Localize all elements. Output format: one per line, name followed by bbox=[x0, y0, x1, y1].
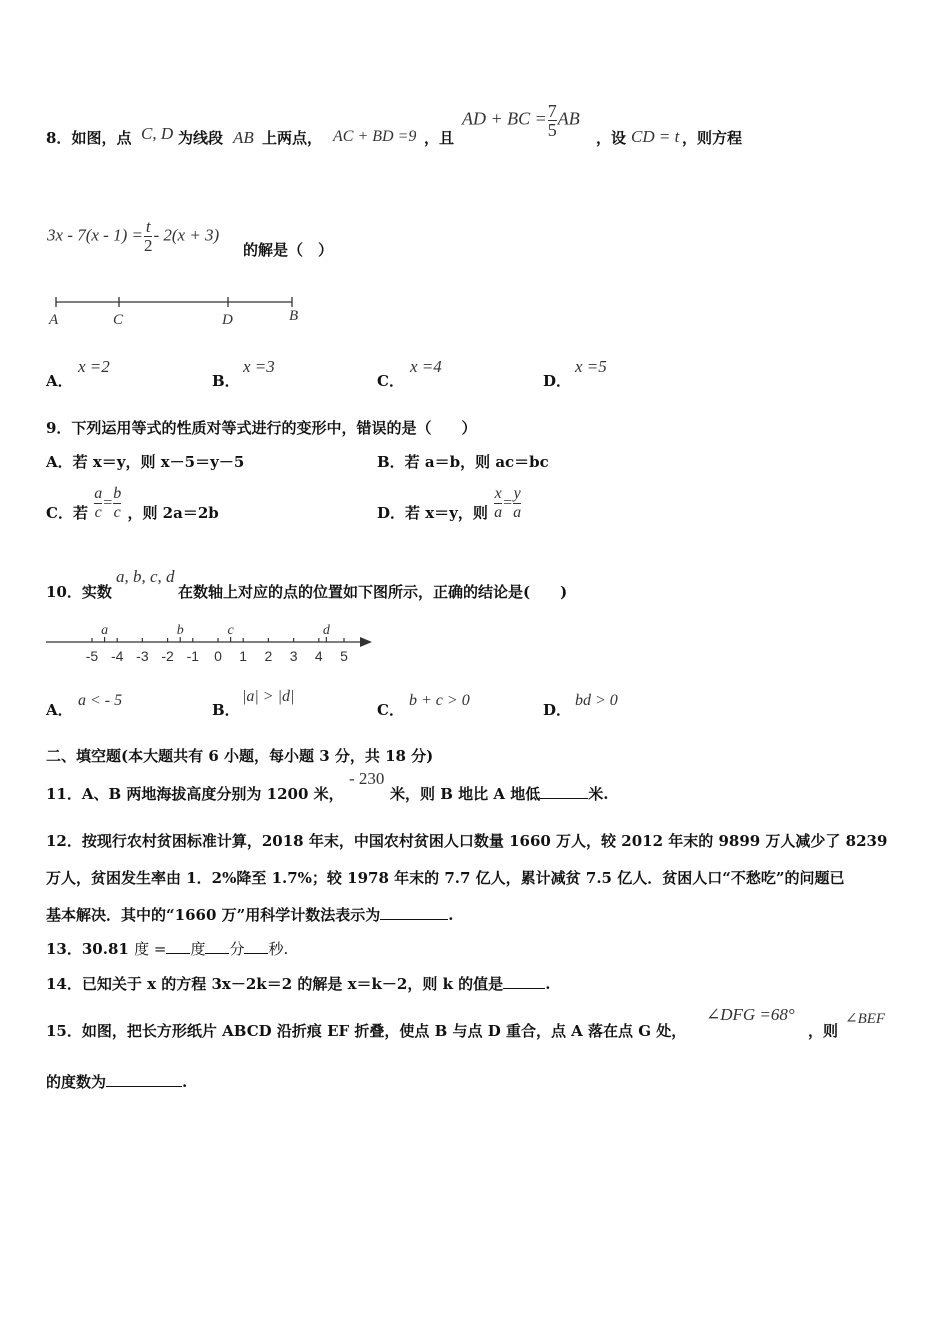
q10-tick-label: 0 bbox=[214, 648, 222, 664]
q8-label-b: B bbox=[289, 308, 299, 324]
q9-c-num2: b bbox=[113, 485, 122, 502]
q10-vars: a, b, c, d bbox=[116, 567, 175, 586]
q12-line3-text: 基本解决．其中的“1660 万”用科学计数法表示为 bbox=[46, 906, 381, 924]
q10-axis-arrow bbox=[360, 637, 372, 647]
q12-line2: 万人，贫困发生率由 1．2%降至 1.7%；较 1978 年末的 7.7 亿人，累计减贫 7.5 亿人．贫困人口“不愁吃”的问题已 bbox=[46, 869, 845, 887]
q9-option-c-post: ，则 2a＝2b bbox=[127, 503, 219, 522]
q11-unit: 米. bbox=[588, 785, 609, 803]
q10-point-label-d: d bbox=[322, 623, 330, 638]
q10-option-a-letter: A． bbox=[46, 701, 73, 719]
q9-c-den1: c bbox=[94, 504, 102, 521]
q12-line3 bbox=[46, 904, 453, 925]
q10-point-label-b: b bbox=[176, 623, 184, 638]
q12-end: . bbox=[448, 906, 454, 924]
q10-option-b-value: |a| > |d| bbox=[242, 688, 295, 705]
q13-unit-deg-eq: 度 = bbox=[134, 940, 167, 958]
q13-unit-min: 分 bbox=[229, 940, 245, 958]
q13-unit-sec: 秒. bbox=[268, 940, 289, 958]
q10-number: 10．实数 bbox=[46, 583, 112, 601]
q8-label-a: A bbox=[49, 312, 59, 328]
q8-text1: 如图，点 bbox=[71, 129, 132, 147]
q8-text5: ，设 bbox=[596, 129, 627, 147]
q9-option-d-frac1 bbox=[494, 485, 502, 522]
q9-option-c-pre: C．若 bbox=[46, 503, 88, 522]
q12-line1: 12．按现行农村贫困标准计算，2018 年末，中国农村贫困人口数量 1660 万人，较 2012 年末的 9899 万人减少了 8239 bbox=[46, 832, 888, 850]
q9-option-c-eq: = bbox=[103, 494, 113, 512]
q10-tick-label: -1 bbox=[186, 648, 200, 664]
q15-answer-blank[interactable] bbox=[106, 1072, 182, 1087]
q8-option-b-letter: B． bbox=[212, 372, 240, 390]
q10-option-b-letter: B． bbox=[212, 701, 240, 719]
q10-tick-label: 3 bbox=[289, 648, 298, 664]
q8-option-d-value: x =5 bbox=[575, 357, 607, 376]
q9-option-d-pre: D．若 x＝y，则 bbox=[377, 503, 488, 522]
q8-option-c-value: x =4 bbox=[410, 357, 442, 376]
q8-option-a-letter: A． bbox=[46, 372, 73, 390]
q11-pre: 11．A、B 两地海拔高度分别为 1200 米， bbox=[46, 785, 344, 803]
q13-blank-minute[interactable] bbox=[205, 939, 229, 954]
q10-point-label-c: c bbox=[227, 623, 234, 638]
q9-d-num2: y bbox=[513, 485, 521, 502]
q10-points bbox=[101, 623, 331, 642]
q10-tick-label: 1 bbox=[239, 648, 248, 664]
q8-eqn-num: t bbox=[145, 217, 151, 236]
q15-line2-text: 的度数为 bbox=[46, 1073, 107, 1091]
q8-line1 bbox=[46, 127, 131, 148]
q15-mid: ，则 bbox=[808, 1022, 839, 1040]
q8-text4: ，且 bbox=[424, 129, 455, 147]
q8-eq2-fraction bbox=[548, 102, 557, 139]
q8-equation bbox=[47, 218, 219, 255]
q12-answer-blank[interactable] bbox=[380, 905, 448, 920]
q14-line bbox=[46, 973, 550, 994]
q10-option-d-value: bd > 0 bbox=[575, 692, 618, 709]
q10-option-d-letter: D． bbox=[543, 701, 572, 719]
q15-line2 bbox=[46, 1071, 187, 1092]
q8-eqn-left: 3x - 7(x - 1) = bbox=[47, 225, 143, 245]
q9-option-d bbox=[377, 485, 522, 522]
q13-pre: 13．30.81 bbox=[46, 940, 129, 958]
q8-eq1: AC + BD =9 bbox=[333, 128, 417, 145]
section2-heading: 二、填空题(本大题共有 6 小题，每小题 3 分，共 18 分) bbox=[46, 747, 434, 765]
q15-text: 15．如图，把长方形纸片 ABCD 沿折痕 EF 折叠，使点 B 与点 D 重合，点 A 落在点 G 处， bbox=[46, 1022, 687, 1040]
q8-eq2-den: 5 bbox=[547, 120, 557, 140]
q9-d-den1: a bbox=[494, 504, 503, 521]
q8-option-c-letter: C． bbox=[377, 372, 404, 390]
q14-end: . bbox=[545, 975, 551, 993]
q10-tick-label: 5 bbox=[340, 648, 348, 664]
q10-point-label-a: a bbox=[101, 623, 109, 638]
q9-option-b: B．若 a＝b，则 ac＝bc bbox=[377, 453, 549, 471]
q15-angle-bef: ∠BEF bbox=[845, 1011, 886, 1027]
q9-c-num1: a bbox=[94, 485, 103, 502]
q8-eq3: CD = t bbox=[631, 127, 680, 146]
q13-blank-degree[interactable] bbox=[166, 939, 190, 954]
q15-end: . bbox=[182, 1073, 188, 1091]
q8-label-c: C bbox=[113, 312, 124, 328]
q10-tick-label: -4 bbox=[110, 648, 124, 664]
q9-c-den2: c bbox=[113, 504, 121, 521]
q9-option-c-frac1 bbox=[94, 485, 102, 522]
q8-number: 8． bbox=[46, 129, 72, 147]
q8-eqn-right: - 2(x + 3) bbox=[153, 225, 220, 245]
q10-option-c-value: b + c > 0 bbox=[409, 692, 470, 709]
q9-option-c-frac2 bbox=[113, 485, 121, 522]
q10-tick-label: 4 bbox=[314, 648, 323, 664]
q8-text2: 为线段 bbox=[178, 129, 224, 147]
q10-tick-label: -2 bbox=[161, 648, 174, 664]
q8-eq2-left: AD + BC = bbox=[462, 108, 547, 129]
q10-tick-label: -5 bbox=[85, 648, 99, 664]
q10-text: 在数轴上对应的点的位置如下图所示，正确的结论是( ) bbox=[178, 583, 568, 601]
q9-option-c bbox=[46, 485, 219, 522]
q8-eq2-num: 7 bbox=[547, 101, 557, 121]
q8-eqn-fraction bbox=[144, 218, 153, 255]
q13-unit-deg: 度 bbox=[190, 940, 206, 958]
q9-option-d-eq: = bbox=[503, 494, 513, 512]
q10-number-line bbox=[44, 618, 384, 670]
q11-post bbox=[390, 783, 608, 804]
q8-segment-ab: AB bbox=[233, 128, 254, 147]
q8-label-d: D bbox=[222, 312, 233, 328]
q9-option-d-frac2 bbox=[513, 485, 521, 522]
q9-d-den2: a bbox=[513, 504, 522, 521]
q11-answer-blank[interactable] bbox=[540, 784, 588, 799]
q14-answer-blank[interactable] bbox=[503, 974, 545, 989]
q14-text: 14．已知关于 x 的方程 3x－2k＝2 的解是 x＝k－2，则 k 的值是 bbox=[46, 975, 504, 993]
q8-segment-figure bbox=[44, 292, 314, 332]
q8-eqn-den: 2 bbox=[143, 236, 153, 255]
q8-points-cd: C, D bbox=[141, 124, 174, 143]
q8-option-b-value: x =3 bbox=[243, 357, 275, 376]
q11-value: - 230 bbox=[349, 769, 385, 788]
q8-option-a-value: x =2 bbox=[78, 357, 110, 376]
q9-d-num1: x bbox=[494, 485, 502, 502]
q8-text3: 上两点， bbox=[262, 129, 323, 147]
q15-angle-dfg: ∠DFG =68° bbox=[706, 1005, 795, 1024]
q10-tick-label: -3 bbox=[136, 648, 149, 664]
q8-text6: ，则方程 bbox=[682, 129, 743, 147]
q8-eq2-right: AB bbox=[557, 108, 580, 129]
q11-post-text: 米，则 B 地比 A 地低 bbox=[390, 785, 541, 803]
q9-option-a: A．若 x＝y，则 x－5＝y－5 bbox=[46, 453, 245, 471]
q13-blank-second[interactable] bbox=[244, 939, 268, 954]
q13-line bbox=[46, 938, 288, 959]
q8-eq2 bbox=[462, 102, 580, 139]
q10-option-a-value: a < - 5 bbox=[78, 692, 123, 709]
q8-text7: 的解是（ ） bbox=[243, 241, 334, 259]
q10-tick-label: 2 bbox=[264, 648, 273, 664]
q10-option-c-letter: C． bbox=[377, 701, 404, 719]
q8-option-d-letter: D． bbox=[543, 372, 572, 390]
q9-stem: 9．下列运用等式的性质对等式进行的变形中，错误的是（ ） bbox=[46, 419, 477, 437]
